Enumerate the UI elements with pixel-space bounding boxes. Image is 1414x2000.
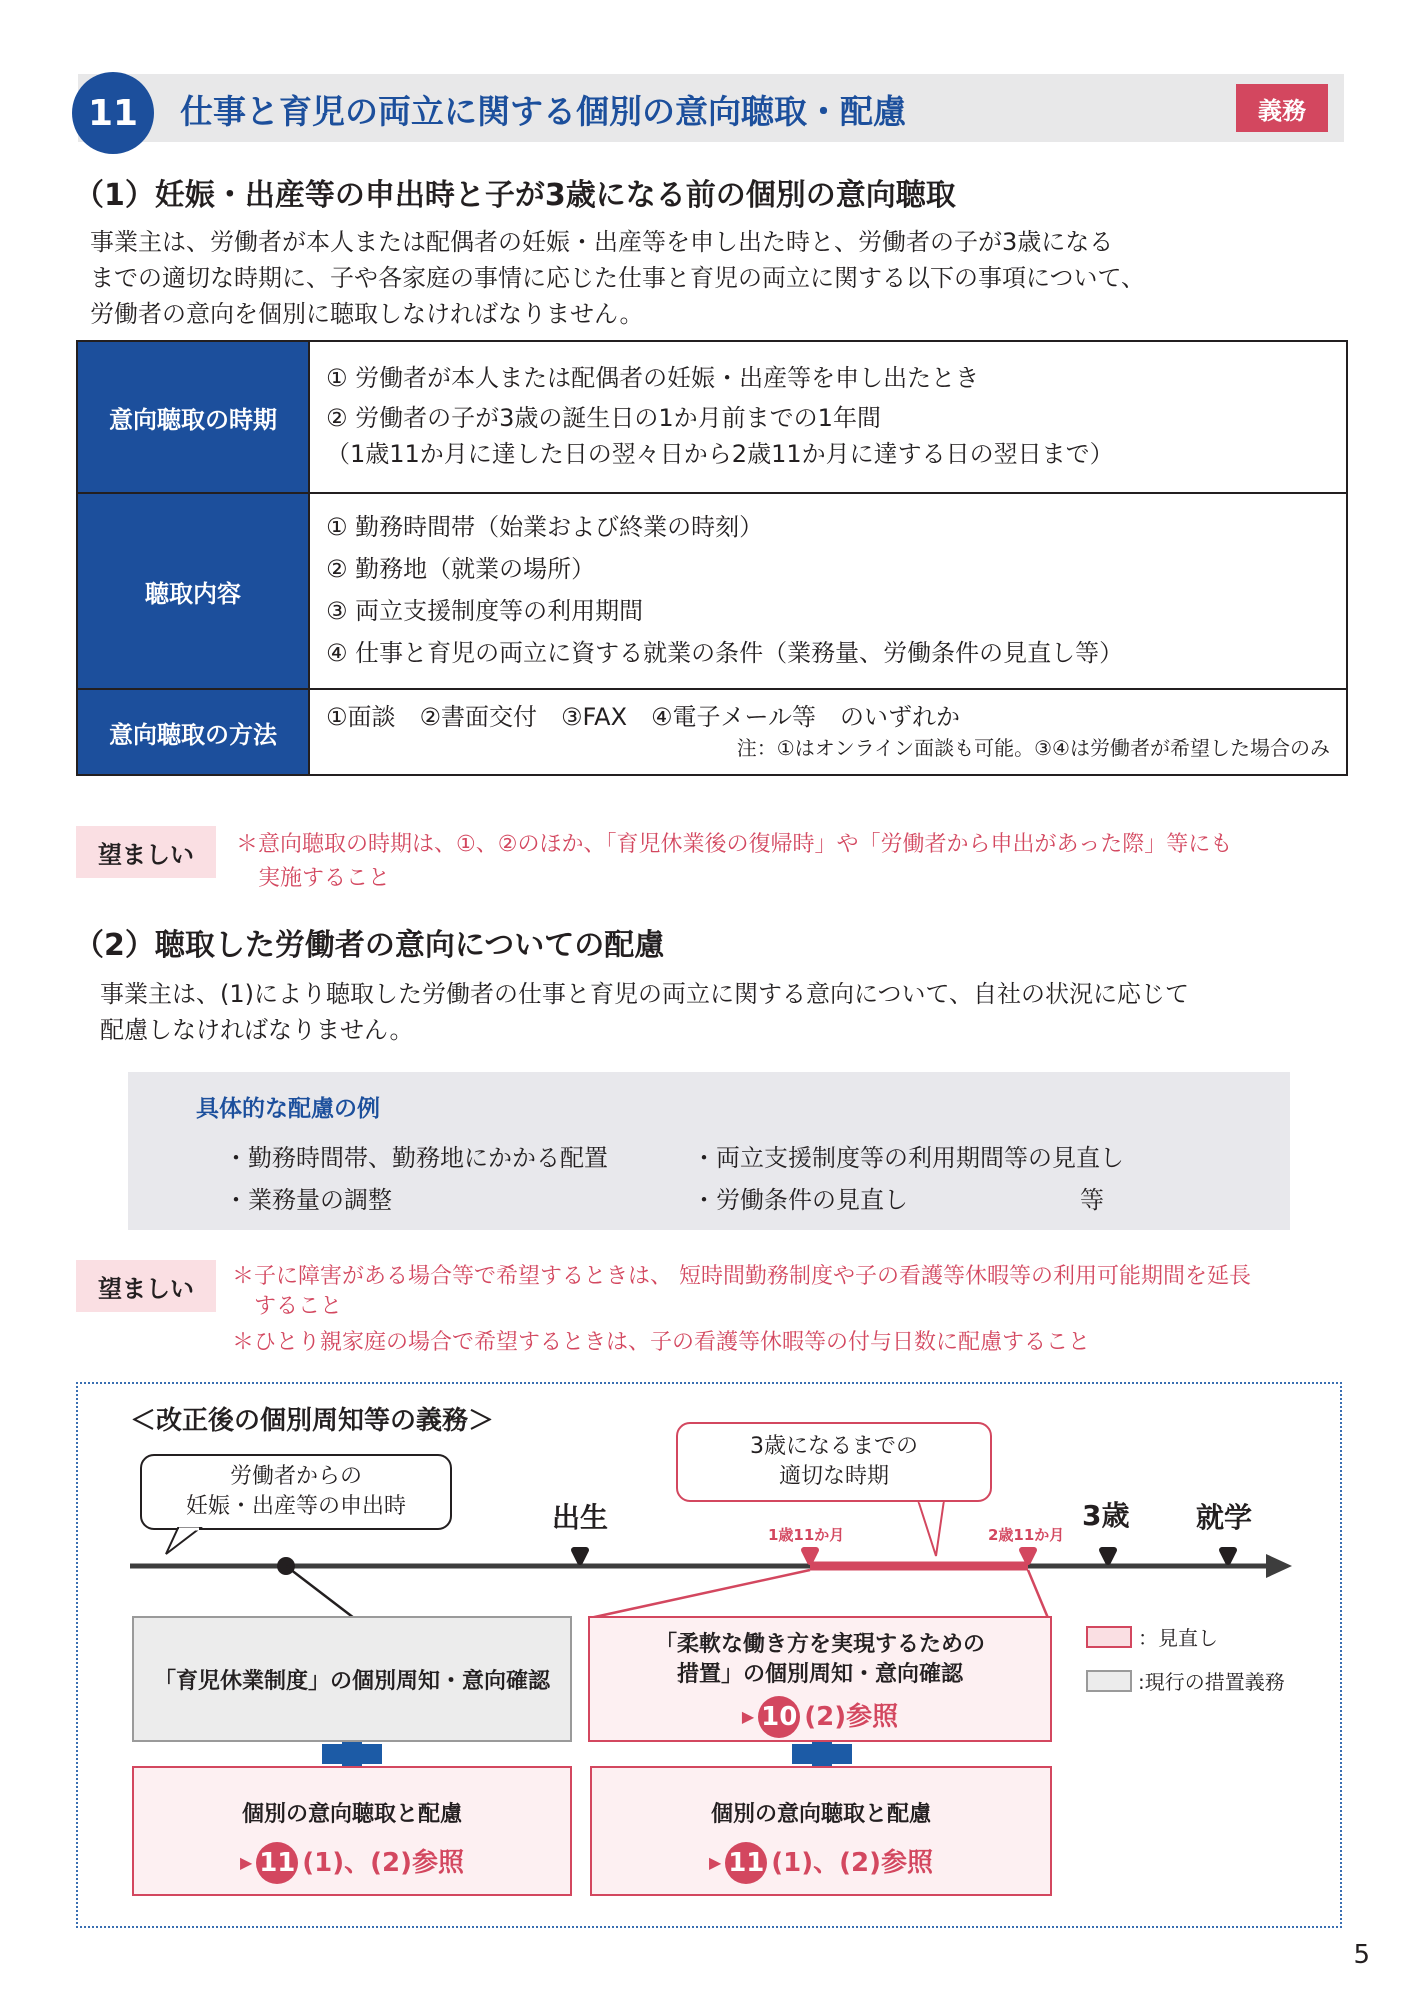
revision-diagram: [76, 1382, 1342, 1928]
table-head: 意向聴取の時期: [78, 342, 310, 492]
examples-box: [128, 1072, 1290, 1230]
legend-current: [1086, 1666, 1285, 1695]
example-item: ・勤務時間帯、勤務地にかかる配置: [224, 1144, 608, 1172]
recommend-line: ＊ひとり親家庭の場合で希望するときは、子の看護等休暇等の付与日数に配慮すること: [232, 1330, 1091, 1355]
callout-line: 労働者からの: [229, 1464, 362, 1489]
ref-text: (2)参照: [804, 1702, 899, 1732]
ref-text: (1)、(2)参照: [302, 1848, 465, 1878]
ref-number: 10: [758, 1696, 800, 1738]
example-item: ・労働条件の見直し: [692, 1186, 908, 1214]
individual-hearing-box-left: [132, 1766, 572, 1896]
recommend-line: ＊子に障害がある場合等で希望するときは、 短時間勤務制度や子の看護等休暇等の利用可能期間を延長: [232, 1264, 1251, 1289]
table-line: ③ 両立支援制度等の利用期間: [326, 597, 644, 625]
table-line: ② 労働者の子が3歳の誕生日の1か月前までの1年間: [326, 404, 881, 432]
play-triangle-icon: ▶: [741, 1707, 755, 1726]
table-line: ① 労働者が本人または配偶者の妊娠・出産等を申し出たとき: [326, 364, 980, 392]
label-school: 就学: [1196, 1501, 1253, 1534]
section1-title: （1）妊娠・出産等の申出時と子が3歳になる前の個別の意向聴取: [74, 178, 956, 213]
paragraph-line: 労働者の意向を個別に聴取しなければなりません。: [90, 300, 644, 328]
legend-label: :現行の措置義務: [1138, 1670, 1285, 1694]
table-head: 聴取内容: [78, 494, 310, 688]
table-line: （1歳11か月に達した日の翌々日から2歳11か月に達する日の翌日まで）: [326, 440, 1114, 468]
diagram-title: ＜改正後の個別周知等の義務＞: [130, 1406, 495, 1436]
callout-tail-right: [918, 1500, 944, 1556]
example-item: ・両立支援制度等の利用期間等の見直し: [692, 1144, 1124, 1172]
paragraph-line: 事業主は、(1)により聴取した労働者の仕事と育児の両立に関する意向について、自社の状況に応じて: [100, 980, 1190, 1008]
table-row-timing: [76, 340, 1348, 494]
page-title: 仕事と育児の両立に関する個別の意向聴取・配慮: [180, 92, 906, 131]
ref-number: 11: [725, 1842, 767, 1884]
callout-line: 3歳になるまでの: [750, 1434, 918, 1459]
ref-number: 11: [256, 1842, 298, 1884]
marker-birth: [574, 1550, 586, 1562]
callout-line: 適切な時期: [778, 1464, 889, 1489]
legend-revision: [1086, 1622, 1218, 1651]
marker-2y11m: [1022, 1550, 1034, 1562]
obligation-badge: 義務: [1236, 84, 1328, 132]
reference-10[interactable]: [590, 1696, 1050, 1738]
section-number-badge: 11: [72, 72, 154, 154]
childcare-leave-box: 「育児休業制度」の個別周知・意向確認: [132, 1616, 572, 1742]
table-line: ①面談 ②書面交付 ③FAX ④電子メール等 のいずれか: [326, 703, 961, 731]
recommend-line: すること: [232, 1294, 343, 1319]
marker-age3: [1102, 1550, 1114, 1562]
recommend-text: [236, 828, 1232, 896]
table-line: ① 勤務時間帯（始業および終業の時刻）: [326, 513, 764, 541]
box-title: 個別の意向聴取と配慮: [710, 1802, 931, 1827]
table-cell: [310, 342, 1346, 492]
play-triangle-icon: ▶: [708, 1853, 722, 1872]
box-line: 措置」の個別周知・意向確認: [676, 1662, 963, 1687]
ref-text: (1)、(2)参照: [771, 1848, 934, 1878]
marker-school: [1222, 1550, 1234, 1562]
funnel-right: [1028, 1570, 1048, 1618]
marker-1y11m: [804, 1550, 816, 1562]
section2-paragraph: [100, 976, 1189, 1048]
legend-swatch-pink: [1086, 1626, 1132, 1648]
box-title: 個別の意向聴取と配慮: [241, 1802, 462, 1827]
table-cell: [310, 494, 1346, 688]
reference-11-right[interactable]: [592, 1842, 1050, 1884]
page-number: 5: [1353, 1940, 1370, 1970]
recommend-line: ＊意向聴取の時期は、①、②のほか、「育児休業後の復帰時」や「労働者から申出があった際」等にも: [236, 832, 1233, 857]
table-head: 意向聴取の方法: [78, 690, 310, 774]
table-note: 注：①はオンライン面談も可能。③④は労働者が希望した場合のみ: [736, 736, 1330, 760]
box-line: 「柔軟な働き方を実現するための: [654, 1632, 985, 1657]
legend-swatch-gray: [1086, 1670, 1132, 1692]
recommend-badge: 望ましい: [76, 1260, 216, 1312]
paragraph-line: 配慮しなければなりません。: [100, 1016, 414, 1044]
timeline-arrowhead: [1266, 1554, 1292, 1578]
callout-tail: [166, 1528, 200, 1554]
paragraph-line: 事業主は、労働者が本人または配偶者の妊娠・出産等を申し出た時と、労働者の子が3歳になる: [90, 228, 1114, 256]
paragraph-line: までの適切な時期に、子や各家庭の事情に応じた仕事と育児の両立に関する以下の事項について、: [90, 264, 1146, 292]
callout-appropriate-time: [676, 1422, 992, 1502]
legend-label: ：見直し: [1138, 1626, 1218, 1650]
reference-11-left[interactable]: [134, 1842, 570, 1884]
dot-connector: [286, 1566, 354, 1618]
callout-line: 妊娠・出産等の申出時: [185, 1494, 406, 1519]
recommend-text: [232, 1262, 1251, 1360]
recommend-badge: 望ましい: [76, 826, 216, 878]
example-item: ・業務量の調整: [224, 1186, 392, 1214]
label-age3: 3歳: [1082, 1499, 1130, 1532]
table-line: ④ 仕事と育児の両立に資する就業の条件（業務量、労働条件の見直し等）: [326, 639, 1124, 667]
table-row-content: [76, 492, 1348, 690]
table-cell: [310, 690, 1346, 774]
individual-hearing-box-right: [590, 1766, 1052, 1896]
label-2y11m: 2歳11か月: [988, 1526, 1065, 1544]
section1-paragraph: [90, 224, 1145, 332]
table-row-method: [76, 688, 1348, 776]
flexible-work-box: [588, 1616, 1052, 1742]
recommend-line: 実施すること: [236, 866, 391, 891]
examples-title: 具体的な配慮の例: [196, 1096, 380, 1122]
label-1y11m: 1歳11か月: [768, 1526, 845, 1544]
example-etc: 等: [1080, 1186, 1104, 1214]
section2-title: （2）聴取した労働者の意向についての配慮: [74, 928, 665, 963]
table-line: ② 勤務地（就業の場所）: [326, 555, 596, 583]
label-birth: 出生: [552, 1501, 609, 1534]
play-triangle-icon: ▶: [239, 1853, 253, 1872]
funnel-left: [590, 1570, 810, 1618]
